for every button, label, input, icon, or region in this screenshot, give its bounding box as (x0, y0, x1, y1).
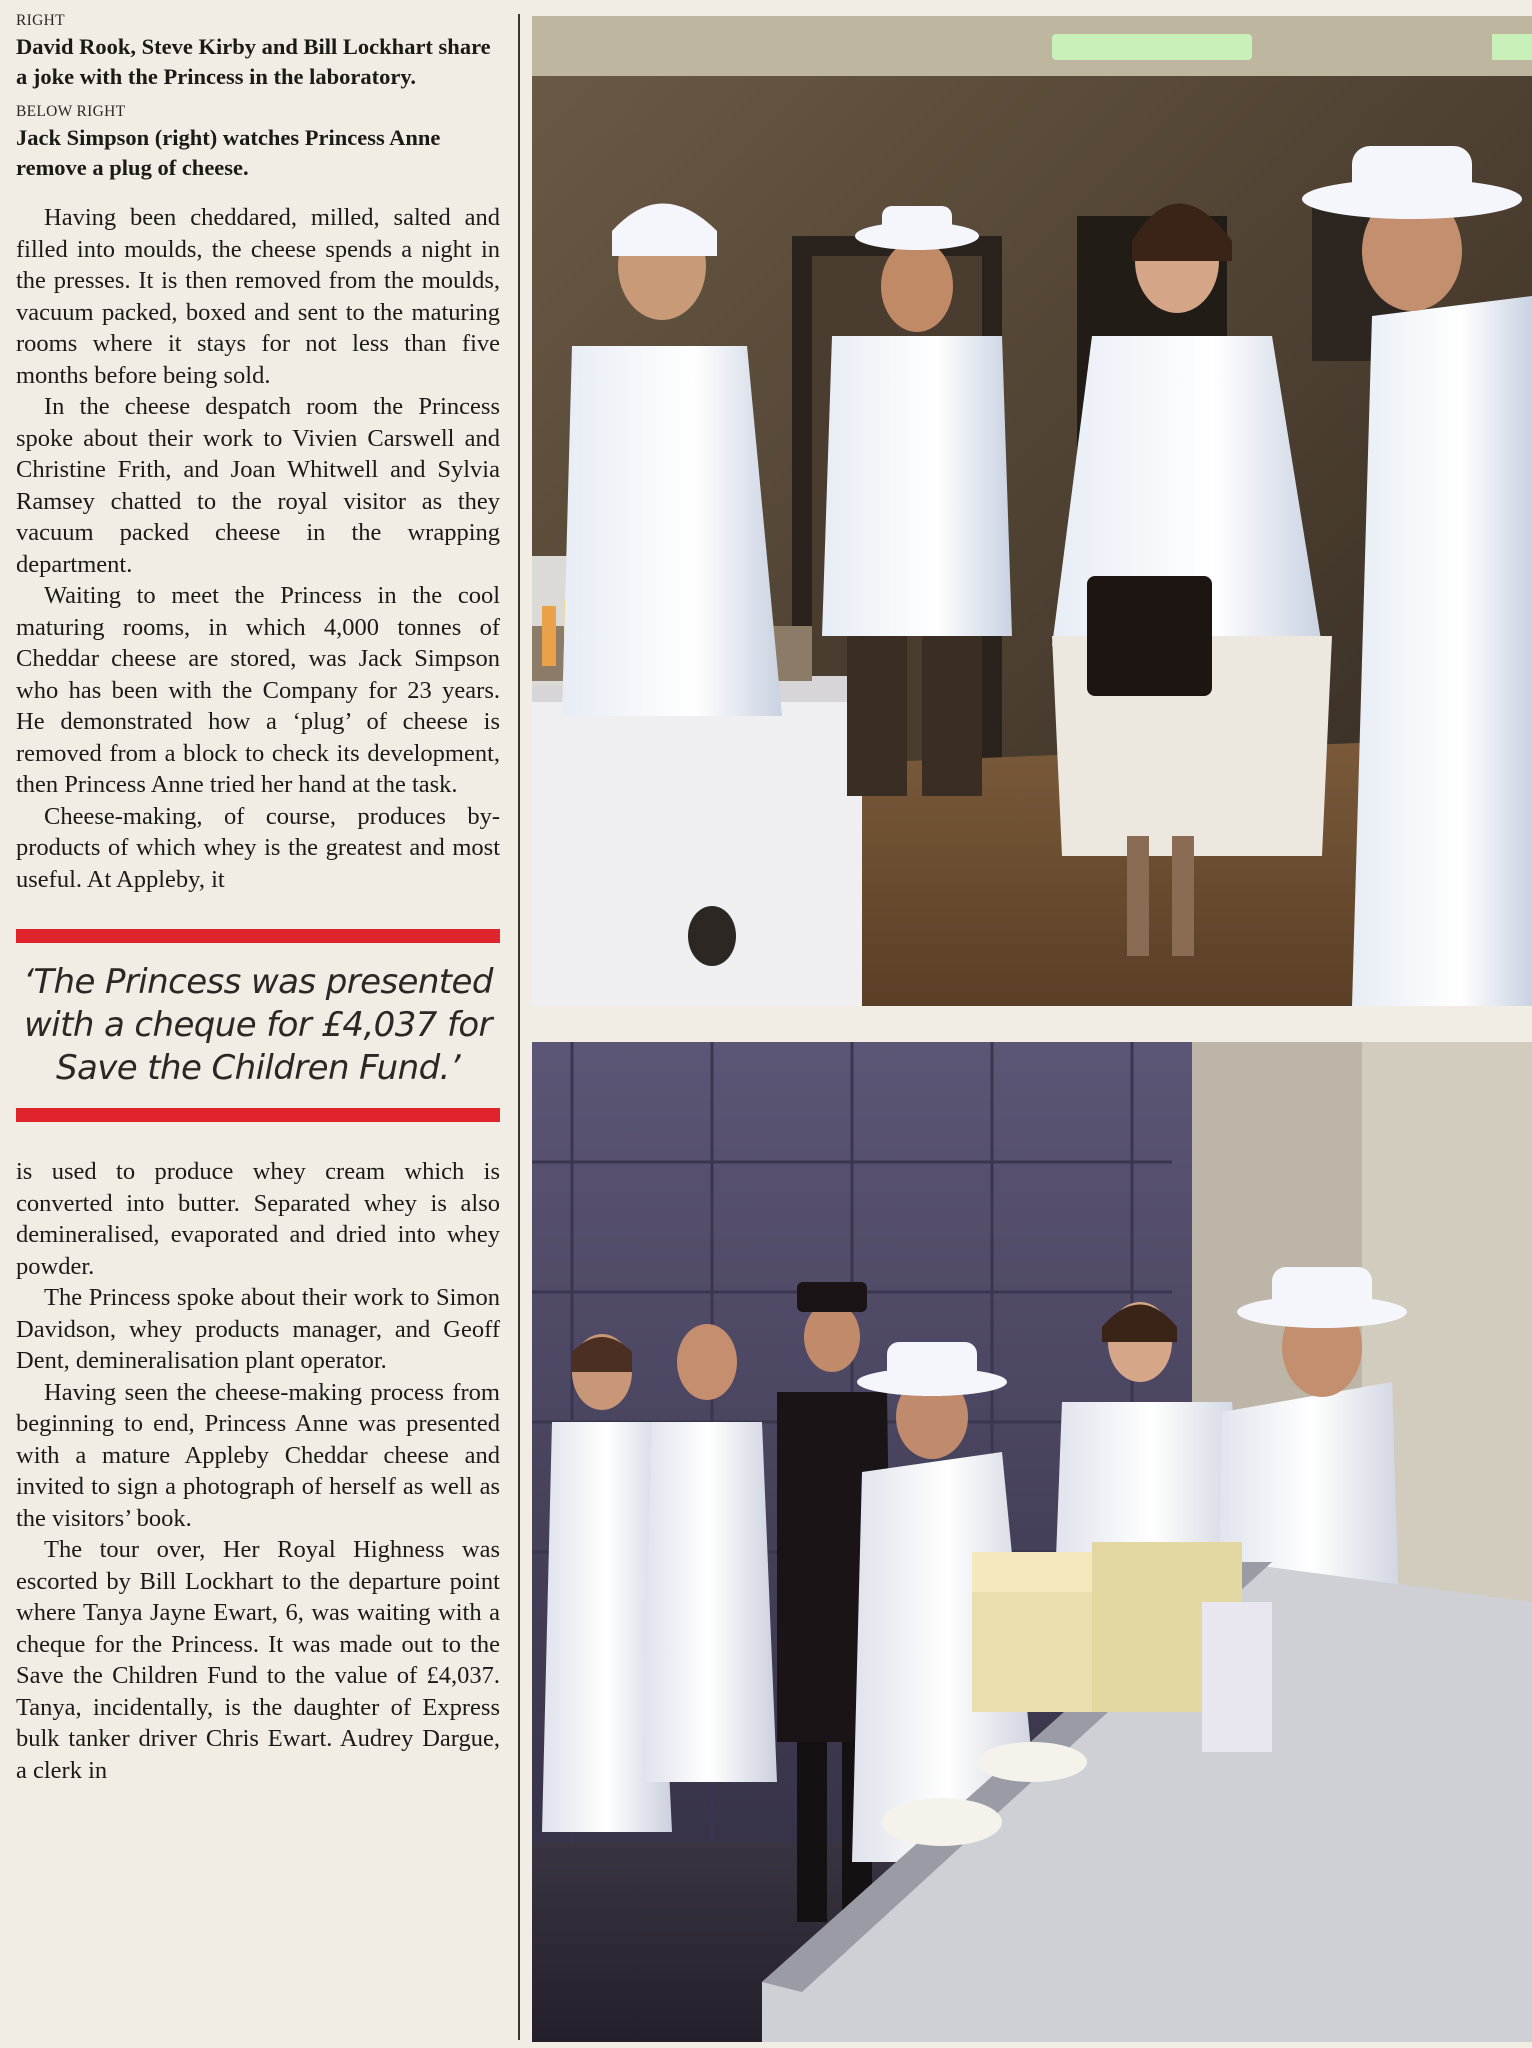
cheese-plate (977, 1742, 1087, 1782)
article-continuation: is used to produce whey cream which is converted into butter. Separated whey is also demineralised, evaporated and dried into whey powder. (16, 1158, 500, 1280)
pull-quote-bottom-rule (16, 1108, 500, 1122)
paper-towel-roll (1202, 1602, 1272, 1752)
photo-laboratory (532, 16, 1532, 1006)
article-paragraph: Having been cheddared, milled, salted and filled into moulds, the cheese spends a night in the presses. It is then removed from the moulds, vacuum packed, boxed and sent to the maturing rooms where it stays for not less than five months before being sold. (16, 204, 500, 389)
column-divider (518, 14, 520, 2040)
article-column (16, 8, 500, 2042)
article-body-bottom (16, 1156, 500, 1786)
cheese-plate (882, 1798, 1002, 1846)
photo-cheese-plug-illustration (532, 1042, 1532, 2042)
photo-cheese-plug (532, 1042, 1532, 2042)
caption-label-right: RIGHT (16, 12, 65, 29)
article-paragraph: The Princess spoke about their work to Simon Davidson, whey products manager, and Geoff Dent, demineralisation plant operator. (16, 1284, 500, 1374)
pull-quote-text: ‘The Princess was presented with a cheque for £4,037 for Save the Children Fund.’ (23, 962, 493, 1088)
article-paragraph: In the cheese despatch room the Princess spoke about their work to Vivien Carswell and Christine Frith, and Joan Whitwell and Sylvia Ramsey chatted to the royal visitor as they vacuum packed cheese in the wrapping department. (16, 393, 500, 578)
pull-quote-top-rule (16, 929, 500, 943)
article-paragraph: Waiting to meet the Princess in the cool maturing rooms, in which 4,000 tonnes of Cheddar cheese are stored, was Jack Simpson who has been with the Company for 23 years. He demonstrated how a ‘plug’ of cheese is removed from a block to check its development, then Princess Anne tried her hand at the task. (16, 582, 500, 798)
pull-quote (16, 907, 500, 1144)
article-paragraph: Having seen the cheese-making process from beginning to end, Princess Anne was presented with a mature Appleby Cheddar cheese and invited to sign a photograph of herself as well as the visitors’ book. (16, 1378, 500, 1532)
caption-label-below-right: BELOW RIGHT (16, 103, 126, 120)
cheese-blocks (972, 1542, 1242, 1712)
caption-below-right: Jack Simpson (right) watches Princess Anne remove a plug of cheese. (16, 125, 441, 180)
article-body-top (16, 202, 500, 895)
article-paragraph: The tour over, Her Royal Highness was escorted by Bill Lockhart to the departure point where Tanya Jayne Ewart, 6, was waiting with a cheque for the Princess. It was made out to the Save the Children Fund to the value of £4,037. Tanya, incidentally, is the daughter of Express bulk tanker driver Chris Ewart. Audrey Dargue, a clerk in (16, 1536, 500, 1784)
caption-right: David Rook, Steve Kirby and Bill Lockhart share a joke with the Princess in the laboratory. (16, 34, 491, 89)
photo-laboratory-illustration (532, 16, 1532, 1006)
article-paragraph: Cheese-making, of course, produces by-products of which whey is the greatest and most useful. At Appleby, it (16, 802, 500, 893)
